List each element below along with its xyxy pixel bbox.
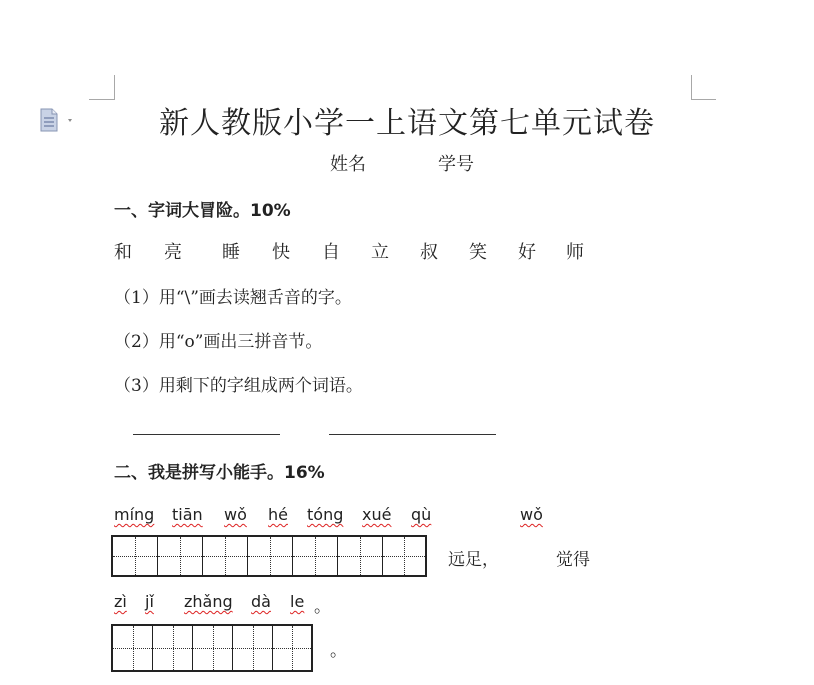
char-item: 自 [322,242,340,263]
section2-heading: 二、我是拼写小能手。16% [114,463,325,483]
writing-grid-2[interactable] [111,624,313,672]
char-item: 好 [518,242,536,263]
char-item: 快 [272,242,290,263]
row1-text-a: 远足， [448,550,499,570]
writing-box[interactable] [293,537,338,575]
row2-end-mark: 。 [314,597,331,617]
answer-line-1[interactable] [133,434,280,435]
char-item: 立 [371,242,389,263]
pinyin-item: xué [362,505,392,524]
pinyin-item: dà [251,592,271,611]
char-item: 睡 [222,242,240,263]
pinyin-item: le [290,592,305,611]
pinyin-item: tiān [172,505,203,524]
writing-box[interactable] [158,537,203,575]
pinyin-item: jǐ [145,592,154,611]
page-corner-right [691,75,716,100]
question-1: （1）用“\”画去读翘舌音的字。 [114,288,352,308]
writing-box[interactable] [383,537,425,575]
page-title: 新人教版小学一上语文第七单元试卷 [159,106,655,141]
char-item: 笑 [469,242,487,263]
writing-box[interactable] [338,537,383,575]
writing-box[interactable] [203,537,248,575]
answer-line-2[interactable] [329,434,496,435]
pinyin-item: wǒ [520,505,543,524]
writing-box[interactable] [233,626,273,670]
writing-grid-1[interactable] [111,535,427,577]
student-id-label: 学号 [438,154,474,175]
grid2-after-mark: 。 [330,641,347,661]
pinyin-item: míng [114,505,155,524]
writing-box[interactable] [153,626,193,670]
pinyin-item: wǒ [224,505,247,524]
name-label: 姓名 [330,154,366,175]
writing-box[interactable] [113,537,158,575]
char-item: 亮 [164,242,182,263]
pinyin-item: zì [114,592,127,611]
pinyin-item: qù [411,505,432,524]
pinyin-item: hé [268,505,288,524]
pinyin-item: tóng [307,505,344,524]
writing-box[interactable] [248,537,293,575]
row1-text-b: 觉得 [556,550,590,570]
writing-box[interactable] [193,626,233,670]
writing-box[interactable] [113,626,153,670]
char-item: 叔 [420,242,438,263]
question-3: （3）用剩下的字组成两个词语。 [114,376,363,396]
pinyin-item: zhǎng [184,592,233,611]
char-item: 和 [114,242,132,263]
question-2: （2）用“o”画出三拼音节。 [114,332,323,352]
section1-heading: 一、字词大冒险。10% [114,201,291,221]
char-item: 师 [566,242,584,263]
page-corner-left [89,75,115,100]
writing-box[interactable] [273,626,311,670]
